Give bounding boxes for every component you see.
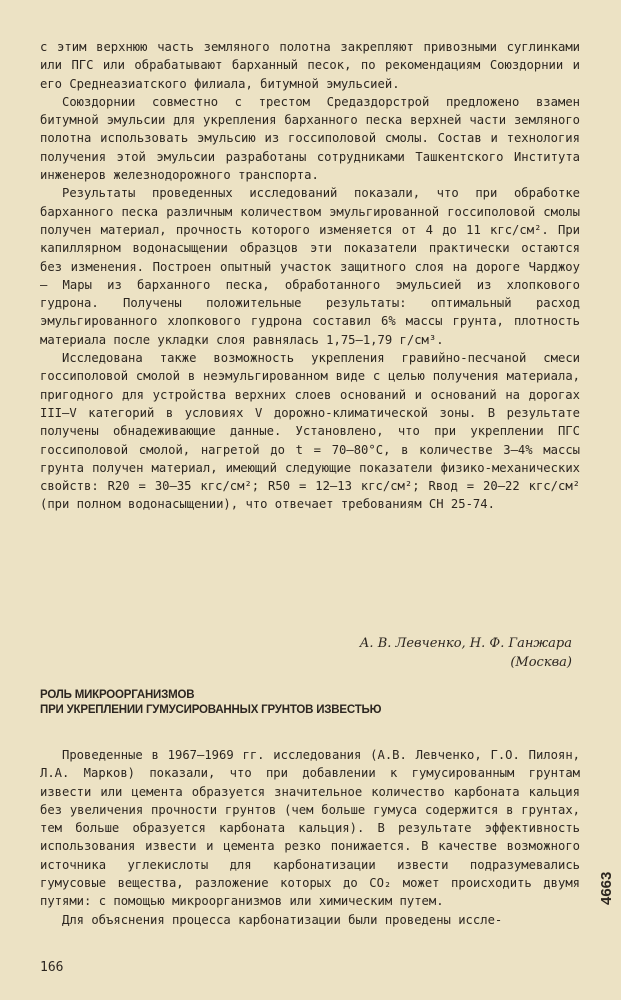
article2-paragraph-2: Для объяснения процесса карбонатизации были проведены иссле- [62,912,503,927]
article2-title [40,688,580,718]
page-number: 166 [40,960,64,975]
article1-paragraph-1: с этим верхнюю часть земляного полотна закрепляют привозными суглинками или ПГС или обрабатывают барханный песок, по рекомендациям Союздорнии и его Среднеазиатского филиала, битумной эмульсией. [40,40,580,91]
article1-location: (Москва) [510,655,572,670]
article1-authors: А. В. Левченко, Н. Ф. Ганжара [359,636,572,651]
article1-paragraph-4: Исследована также возможность укрепления гравийно-песчаной смеси госсиполовой смолой в неэмульгированном виде с целью получения материала, пригодного для устройства верхних слоев оснований и оснований на дорогах III–V категорий в условиях V дорожно-климатической зоны. В результате получены обнадеживающие данные. Установлено, что при укреплении ПГС госсиполовой смолой, нагретой до t = 70–80°С, в количестве 3–4% массы грунта получен материал, имеющий следующие показатели физико-механических свойств: R20 = 30–35 кгс/см²; R50 = 12–13 кгс/см²; Rвод = 20–22 кгс/см² (при полном водонасыщении), что отвечает требованиям СН 25-74. [40,351,580,512]
article1-body [40,38,580,514]
article2-title-line-1: РОЛЬ МИКРООРГАНИЗМОВ [40,689,195,701]
article1-paragraph-3: Результаты проведенных исследований показали, что при обработке барханного песка различным количеством эмульгированной госсиполовой смолы получен материал, прочность которого изменяется от 4 до 11 кгс/см². При капиллярном водонасыщении образцов эти показатели практически остаются без изменения. Построен опытный участок защитного слоя на дороге Чарджоу – Мары из барханного песка, обработанного эмульсией из хлопкового гудрона. Получены положительные результаты: оптимальный расход эмульгированного хлопкового гудрона составил 6% массы грунта, плотность материала после укладки слоя равнялась 1,75–1,79 г/см³. [40,186,580,347]
article2-paragraph-1: Проведенные в 1967–1969 гг. исследования (А.В. Левченко, Г.О. Пилоян, Л.А. Марков) показали, что при добавлении к гумусированным грунтам извести или цемента образуется значительное количество карбоната кальция без увеличения прочности грунтов (чем больше гумуса содержится в грунтах, тем больше образуется карбоната кальция). В результате эффективность использования извести и цемента резко понижается. В качестве возможного источника углекислоты для карбонатизации извести подразумевались гумусовые вещества, разложение которых до CO₂ может происходить двумя путями: с помощью микроорганизмов или химическим путем. [40,748,580,909]
side-stamp-number: 4663 [598,871,615,905]
article1-paragraph-2: Союздорнии совместно с трестом Средаздорстрой предложено взамен битумной эмульсии для укрепления барханного песка верхней части земляного полотна использовать эмульсию из госсиполовой смолы. Состав и технология получения этой эмульсии разработаны сотрудниками Ташкентского Института инженеров железнодорожного транспорта. [40,94,580,183]
article2-body [40,746,580,929]
article1-byline [300,634,572,672]
article2-title-line-2: ПРИ УКРЕПЛЕНИИ ГУМУСИРОВАННЫХ ГРУНТОВ ИЗВЕСТЬЮ [40,704,382,716]
